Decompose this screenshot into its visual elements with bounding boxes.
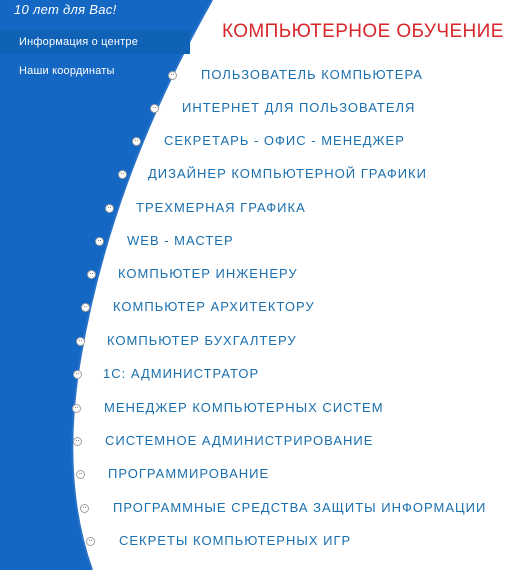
sidebar-blue-panel xyxy=(0,0,212,570)
smiley-icon xyxy=(81,303,90,312)
course-link-sysadmin[interactable] xyxy=(73,431,374,451)
course-label: ИНТЕРНЕТ ДЛЯ ПОЛЬЗОВАТЕЛЯ xyxy=(182,100,416,115)
course-label: WEB - МАСТЕР xyxy=(127,233,234,248)
course-link-1c-admin[interactable] xyxy=(73,364,260,384)
course-link-engineer[interactable] xyxy=(87,264,298,284)
course-label: СЕКРЕТЫ КОМПЬЮТЕРНЫХ ИГР xyxy=(119,533,352,548)
nav-item-label: Наши координаты xyxy=(19,65,115,77)
course-link-architect[interactable] xyxy=(81,297,315,317)
course-link-info-security[interactable] xyxy=(80,498,487,518)
smiley-icon xyxy=(168,71,177,80)
course-link-accountant[interactable] xyxy=(76,331,297,351)
course-label: КОМПЬЮТЕР АРХИТЕКТОРУ xyxy=(113,299,315,314)
course-link-graphic-designer[interactable] xyxy=(118,164,427,184)
course-label: КОМПЬЮТЕР ИНЖЕНЕРУ xyxy=(118,266,298,281)
course-label: ПОЛЬЗОВАТЕЛЬ КОМПЬЮТЕРА xyxy=(201,67,423,82)
course-label: ДИЗАЙНЕР КОМПЬЮТЕРНОЙ ГРАФИКИ xyxy=(148,166,427,181)
course-link-secretary[interactable] xyxy=(132,131,405,151)
course-link-systems-manager[interactable] xyxy=(72,398,384,418)
smiley-icon xyxy=(150,104,159,113)
nav-item-contacts[interactable] xyxy=(0,59,190,83)
course-link-web-master[interactable] xyxy=(95,231,234,251)
course-link-internet-user[interactable] xyxy=(150,98,416,118)
page-title: КОМПЬЮТЕРНОЕ ОБУЧЕНИЕ xyxy=(222,21,504,42)
course-link-game-secrets[interactable] xyxy=(86,531,352,551)
course-link-3d-graphics[interactable] xyxy=(105,198,306,218)
smiley-icon xyxy=(73,437,82,446)
smiley-icon xyxy=(80,504,89,513)
course-label: КОМПЬЮТЕР БУХГАЛТЕРУ xyxy=(107,333,297,348)
smiley-icon xyxy=(87,270,96,279)
tagline: 10 лет для Вас! xyxy=(14,2,117,17)
course-link-pc-user[interactable] xyxy=(168,65,423,85)
smiley-icon xyxy=(72,404,81,413)
smiley-icon xyxy=(73,370,82,379)
smiley-icon xyxy=(95,237,104,246)
smiley-icon xyxy=(86,537,95,546)
smiley-icon xyxy=(76,470,85,479)
nav-item-center-info[interactable] xyxy=(0,30,190,54)
nav-item-label: Информация о центре xyxy=(19,36,139,48)
course-label: ПРОГРАММИРОВАНИЕ xyxy=(108,466,270,481)
smiley-icon xyxy=(76,337,85,346)
course-label: СЕКРЕТАРЬ - ОФИС - МЕНЕДЖЕР xyxy=(164,133,405,148)
course-label: СИСТЕМНОЕ АДМИНИСТРИРОВАНИЕ xyxy=(105,433,374,448)
smiley-icon xyxy=(118,170,127,179)
smiley-icon xyxy=(105,204,114,213)
course-label: 1С: АДМИНИСТРАТОР xyxy=(103,366,260,381)
course-label: МЕНЕДЖЕР КОМПЬЮТЕРНЫХ СИСТЕМ xyxy=(104,400,384,415)
course-label: ТРЕХМЕРНАЯ ГРАФИКА xyxy=(136,200,306,215)
smiley-icon xyxy=(132,137,141,146)
course-link-programming[interactable] xyxy=(76,464,270,484)
course-label: ПРОГРАММНЫЕ СРЕДСТВА ЗАЩИТЫ ИНФОРМАЦИИ xyxy=(113,500,487,515)
